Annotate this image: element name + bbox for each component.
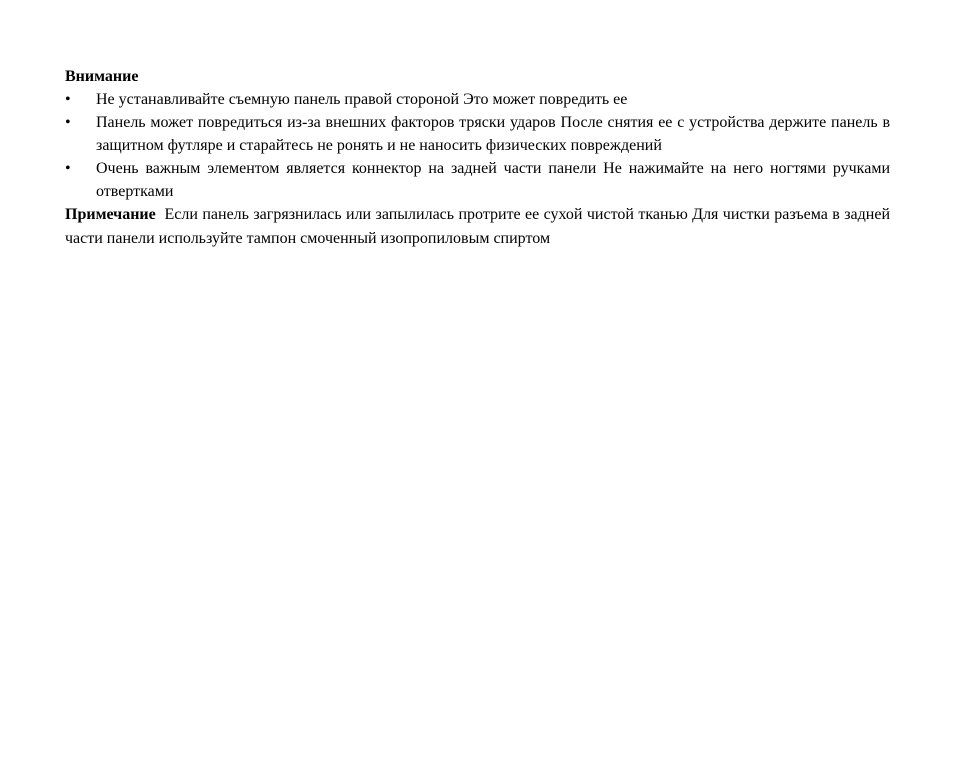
attention-list [65, 88, 890, 203]
attention-heading: Внимание [65, 68, 139, 85]
list-item [65, 88, 890, 111]
list-item [65, 111, 890, 157]
list-item [65, 157, 890, 203]
bullet-icon: • [65, 91, 71, 108]
list-item-text: Не устанавливайте съемную панель правой стороной Это может повредить ее [96, 91, 628, 108]
list-item-text: Панель может повредиться из-за внешних факторов тряски ударов После снятия ее с устройства держите панель в защитном футляре и старайтесь не ронять и не наносить физических повреждений [96, 114, 890, 154]
bullet-icon: • [65, 114, 71, 131]
bullet-icon: • [65, 160, 71, 177]
note-text: Если панель загрязнилась или запылилась протрите ее сухой чистой тканью Для чистки разъема в задней части панели используйте тампон смоченный изопропиловым спиртом [65, 206, 891, 247]
list-item-text: Очень важным элементом является коннектор на задней части панели Не нажимайте на него ногтями ручками отвертками [96, 160, 890, 200]
note-label: Примечание [65, 206, 156, 223]
note-paragraph [65, 203, 890, 251]
